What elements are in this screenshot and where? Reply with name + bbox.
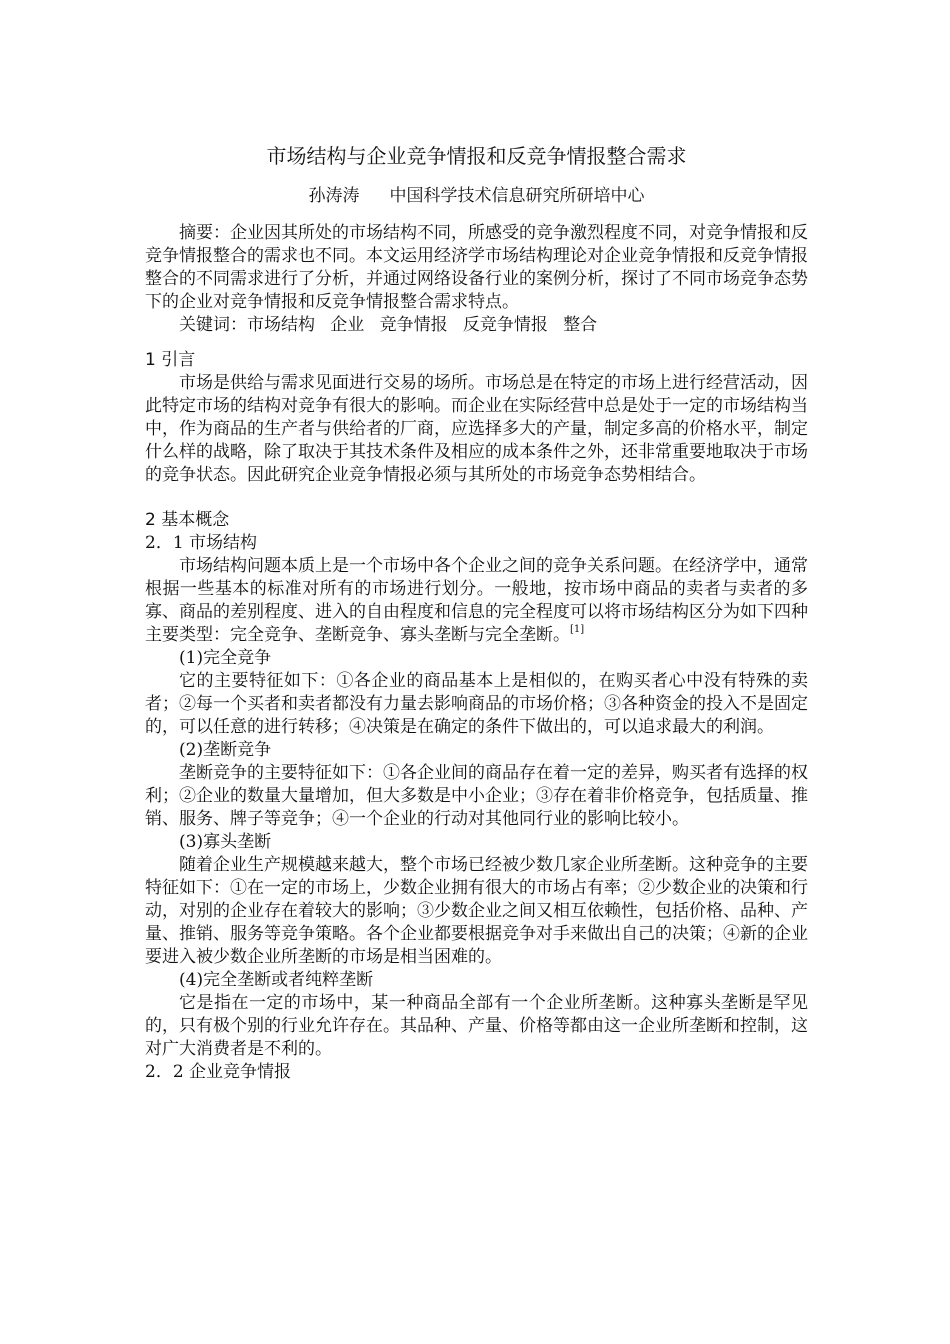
subsection-heading-market-structure: 2．1 市场结构 [145,533,258,553]
paper-title: 市场结构与企业竞争情报和反竞争情报整合需求 [266,144,687,168]
author-line [145,184,808,208]
type-heading-monopolistic-competition: (2)垄断竞争 [179,740,272,760]
keyword-item: 企业 [330,315,365,335]
abstract-label: 摘要： [179,223,230,243]
introduction-paragraph: 市场是供给与需求见面进行交易的场所。市场总是在特定的市场上进行经营活动，因此特定市场的结构对竞争有很大的影响。而企业在实际经营中总是处于一定的市场结构当中，作为商品的生产者与供给者的厂商，应选择多大的产量，制定多高的价格水平，制定什么样的战略，除了取决于其技术条件及相应的成本条件之外，还非常重要地取决于市场的竞争状态。因此研究企业竞争情报必须与其所处的市场竞争态势相结合。 [145,373,808,485]
keyword-item: 竞争情报 [379,315,448,335]
type-paragraph-pure-monopoly: 它是指在一定的市场中，某一种商品全部有一个企业所垄断。这种寡头垄断是罕见的，只有极个别的行业允许存在。其品种、产量、价格等都由这一企业所垄断和控制，这对广大消费者是不利的。 [145,993,808,1059]
keywords-label: 关键词： [179,315,247,335]
author-name: 孙涛涛 [308,186,360,206]
document-page [145,140,808,1084]
keyword-item: 市场结构 [247,315,315,335]
type-paragraph-perfect-competition: 它的主要特征如下：①各企业的商品基本上是相似的，在购买者心中没有特殊的卖者；②每一个买者和卖者都没有力量去影响商品的市场价格；③各种资金的投入不是固定的，可以任意的进行转移；④决策是在确定的条件下做出的，可以追求最大的利润。 [145,671,808,737]
keywords [145,314,808,337]
citation-reference: [1] [570,624,585,635]
type-heading-pure-monopoly: (4)完全垄断或者纯粹垄断 [179,970,374,990]
abstract [145,222,808,314]
author-affiliation: 中国科学技术信息研究所研培中心 [389,186,645,206]
market-structure-paragraph [145,555,808,647]
subsection-heading-competitive-intelligence: 2．2 企业竞争情报 [145,1062,292,1082]
section-heading-introduction: 1 引言 [145,350,196,370]
keyword-item: 反竞争情报 [462,315,548,335]
keyword-item: 整合 [563,315,598,335]
section-heading-basic-concepts: 2 基本概念 [145,510,230,530]
type-paragraph-monopolistic-competition: 垄断竞争的主要特征如下：①各企业间的商品存在着一定的差异，购买者有选择的权利；②企业的数量大量增加，但大多数是中小企业；③存在着非价格竞争，包括质量、推销、服务、牌子等竞争；④一个企业的行动对其他同行业的影响比较小。 [145,763,808,829]
market-structure-text: 市场结构问题本质上是一个市场中各个企业之间的竞争关系问题。在经济学中，通常根据一些基本的标准对所有的市场进行划分。一般地，按市场中商品的卖者与卖者的多寡、商品的差别程度、进入的自由程度和信息的完全程度可以将市场结构区分为如下四种主要类型：完全竞争、垄断竞争、寡头垄断与完全垄断。 [145,556,808,645]
abstract-text: 企业因其所处的市场结构不同，所感受的竞争激烈程度不同，对竞争情报和反竞争情报整合的需求也不同。本文运用经济学市场结构理论对企业竞争情报和反竞争情报整合的不同需求进行了分析，并通过网络设备行业的案例分析，探讨了不同市场竞争态势下的企业对竞争情报和反竞争情报整合需求特点。 [145,223,808,312]
type-heading-perfect-competition: (1)完全竞争 [179,648,272,668]
type-heading-oligopoly: (3)寡头垄断 [179,832,272,852]
type-paragraph-oligopoly: 随着企业生产规模越来越大，整个市场已经被少数几家企业所垄断。这种竞争的主要特征如下：①在一定的市场上，少数企业拥有很大的市场占有率；②少数企业的决策和行动，对别的企业存在着较大的影响；③少数企业之间又相互依赖性，包括价格、品种、产量、推销、服务等竞争策略。各个企业都要根据竞争对手来做出自己的决策；④新的企业要进入被少数企业所垄断的市场是相当困难的。 [145,855,808,967]
